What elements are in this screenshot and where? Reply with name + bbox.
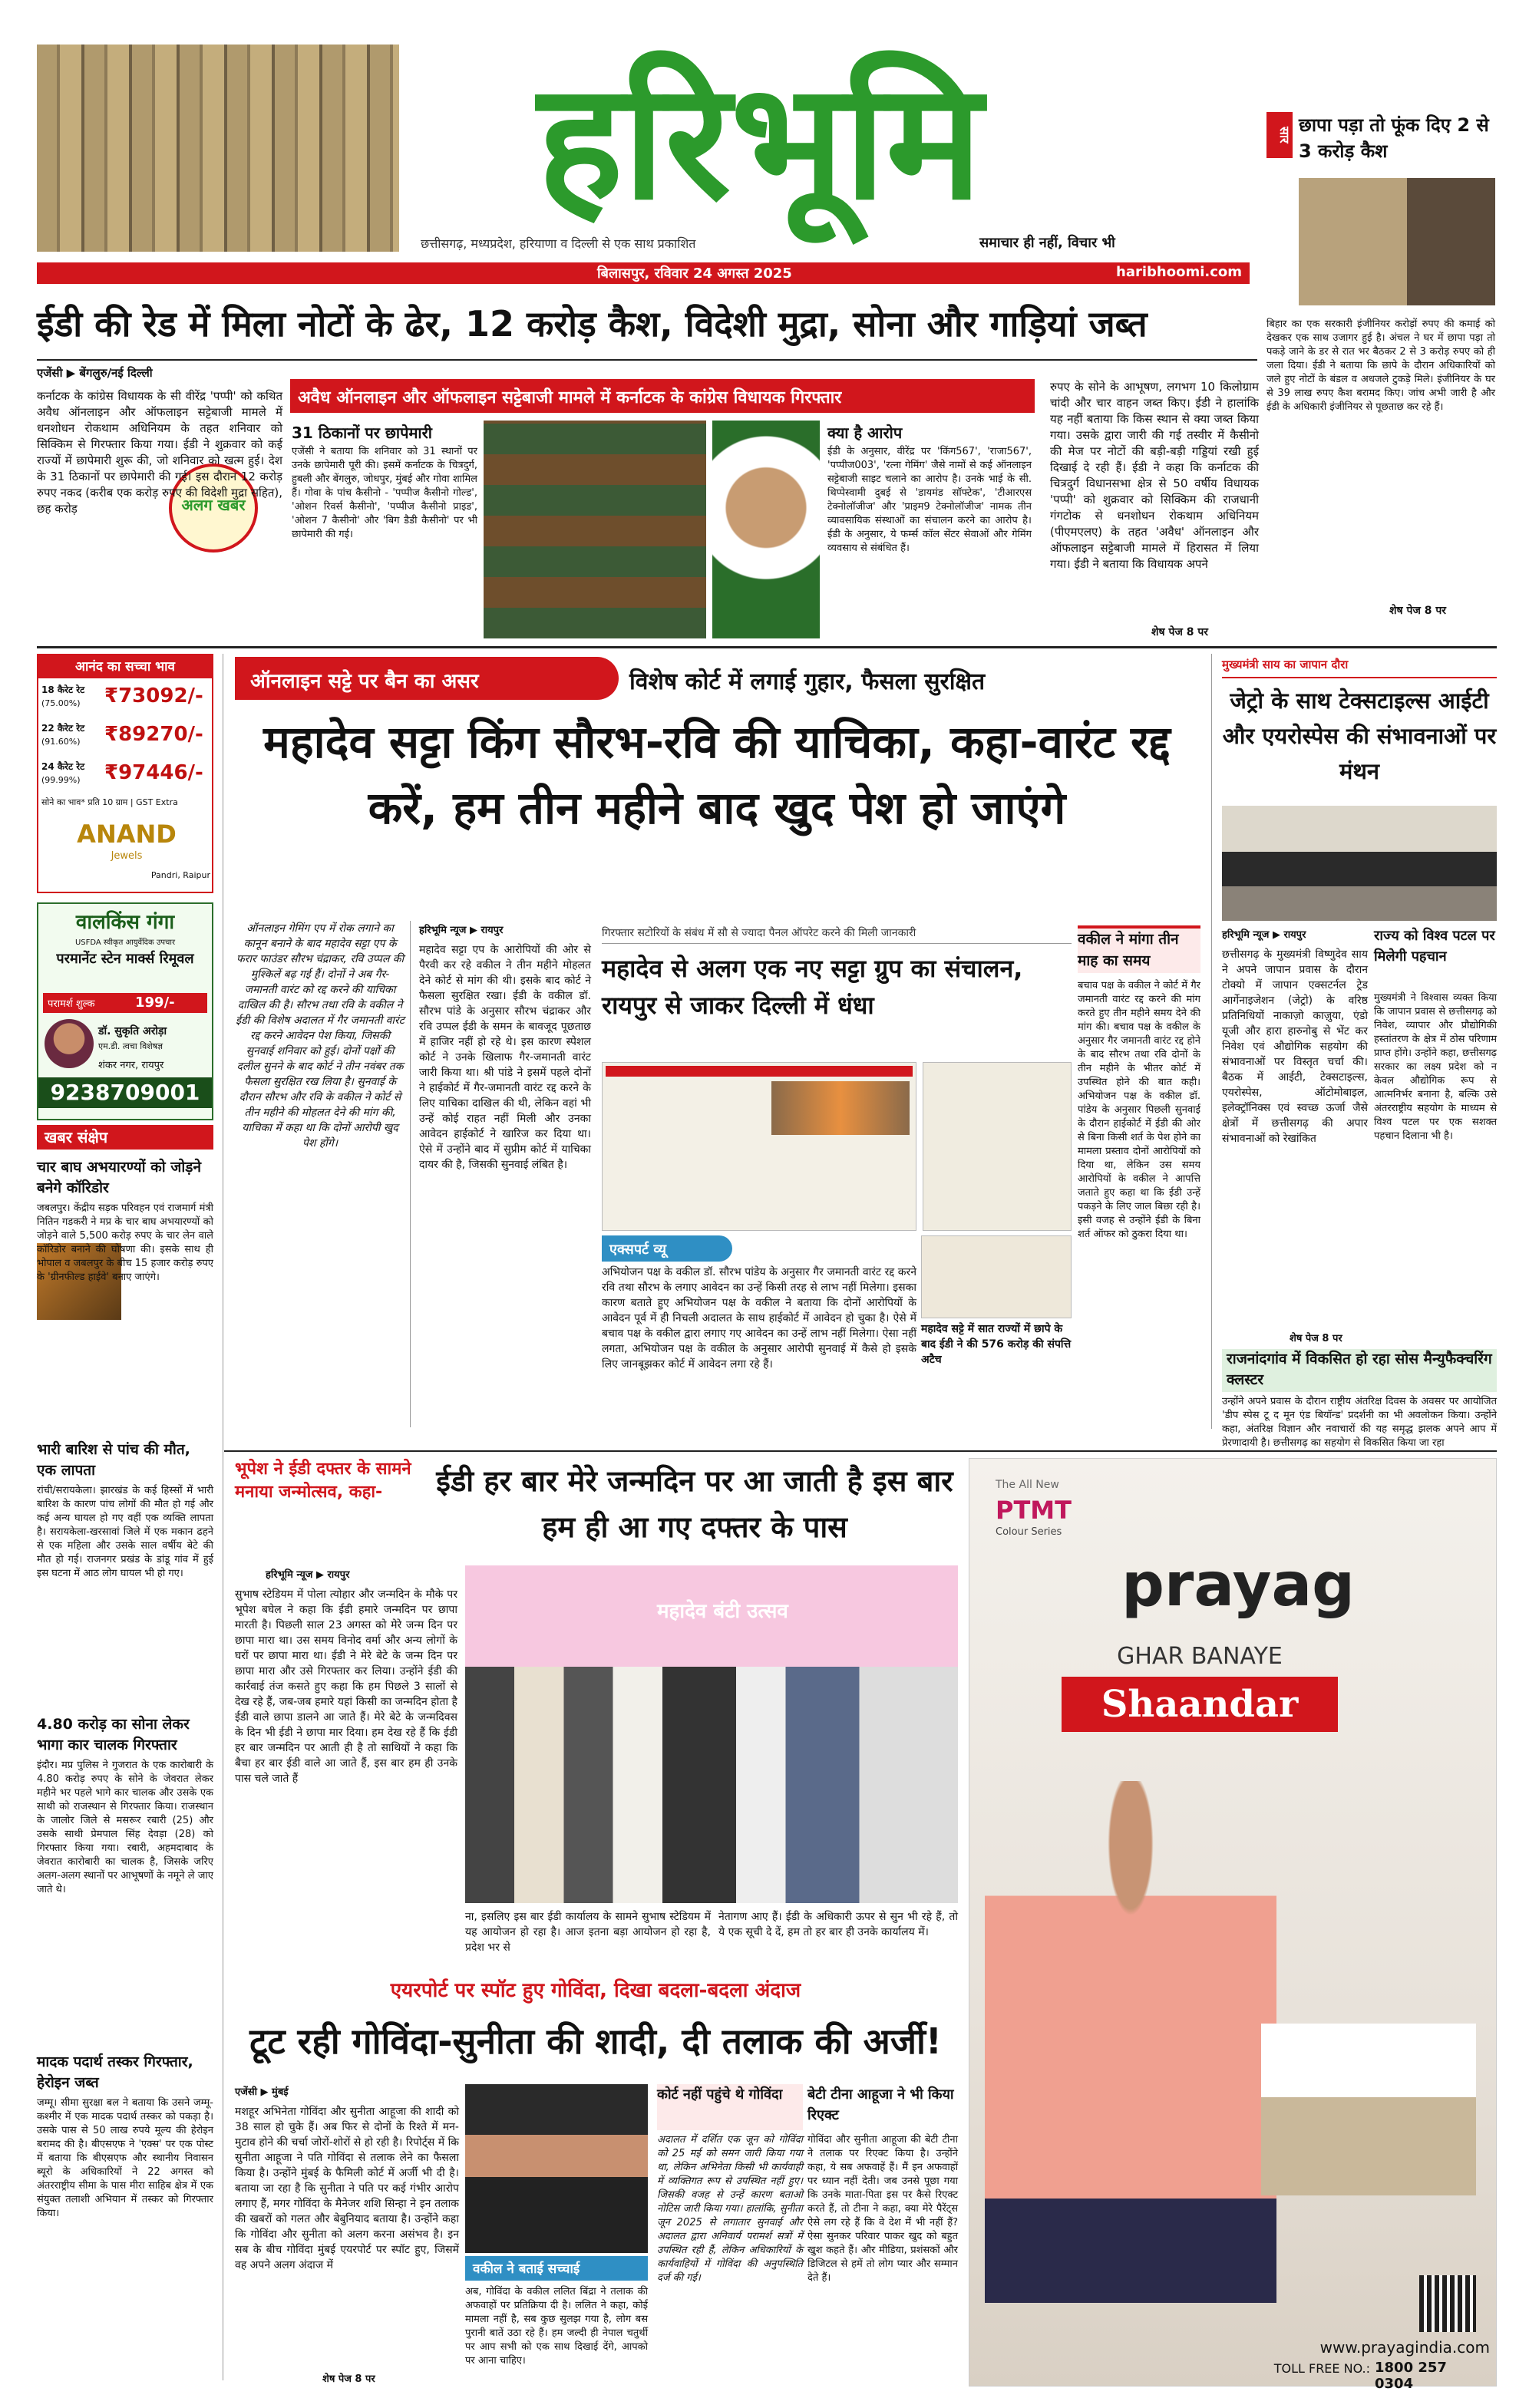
lead-box1-title: 31 ठिकानों पर छापेमारी [292, 424, 432, 442]
masthead-logo[interactable]: हरिभूमि [537, 48, 982, 236]
bhupesh-body: सुभाष स्टेडियम में पोला त्योहार और जन्मदिन के मौके पर भूपेश बघेल ने कहा कि ईडी हमारे जन्मदिन पर छापा मारती है। पिछली साल 23 अगस्त को मेरे जन्म दिन पर छापा मारा था। उस समय विनोद वर्मा और अन्य लोगों के घरों पर छापा मारा था। ईडी ने मेरे बेटे के जन्म दिन पर छापा मारा और उसे गिरफ्तार कर लिया। उन्होंने ईडी की कार्रवाई तंज कसते हुए कहा कि हम पिछले 3 सालों से देख रहे हैं, जब-जब हमारे यहां किसी का जन्मदिन होता है ईडी वाले छापा डालने आ जाते हैं। मेरे बेटे के जन्मदिवस के दिन भी ईडी ने छापा मार दिया। हम देख रहे हैं कि ईडी हर बार जन्मदिन पर आती ही है तो साथियों ने कहा कि बैचा हर बार ईडी वाले आ जाते हैं, इस बार हम ही उनके पास चले जाते हैं [235, 1588, 457, 1785]
mahadev-kicker [235, 657, 619, 700]
ad-website[interactable]: www.prayagindia.com [1319, 2338, 1490, 2357]
mahadev-newspaper-clip [602, 1062, 916, 1231]
govinda-daughter-body: गोविंदा और सुनीता आहूजा की बेटी टीना ने तलाक पर रिएक्ट किया है। उन्होंने कहा, ये सब अफवाहें हैं। मैं इन अफवाहों पर ध्यान नहीं देती। जब उनसे पूछा गया कि उनके माता-पिता इस पर कैसे रिएक्ट करते हैं, तो टीना ने कहा, क्या मेरे पैरेंट्स ऐसे लग रहे हैं कि वे देश में भी नहीं हैं? ऐसा सुनकर परिवार पाकर खुद को बहुत खुश कहते हैं। और मीडिया, प्रशंसकों और डिजिटल से हमें तो लोग प्यार और सम्मान देते हैं। [807, 2134, 958, 2284]
lead-cash-table-photo [484, 421, 706, 638]
clinic-doctor-sub: एम.डी. त्वचा विशेषज्ञ [98, 1041, 163, 1051]
clinic-price: 199/- [135, 995, 175, 1011]
govinda-kicker: एयरपोर्ट पर स्पॉट हुए गोविंदा, दिखा बदला-बदला अंदाज [390, 1979, 801, 2002]
cm-body: छत्तीसगढ़ के मुख्यमंत्री विष्णुदेव साय ने अपने जापान प्रवास के दौरान टोक्यो में जापान एक्सटर्नल ट्रेड आर्गेनाइजेशन (जेट्रो) के वरिष्ठ प्रतिनिधियों नाकाज़ो काज़ुया, एंडो यूजी और हारा हारुनोबु से भेंट कर निवेश एवं औद्योगिक सहयोग की संभावनाओं पर विस्तृत चर्चा की। बैठक में आईटी, टेक्सटाइल्स, एयरोस्पेस, ऑटोमोबाइल, इलेक्ट्रॉनिक्स एवं स्वच्छ ऊर्जा जैसे क्षेत्रों में छत्तीसगढ़ की अपार संभावनाओं को रेखांकित [1222, 948, 1368, 1145]
mahadev-lawyer-head: वकील ने मांगा तीन माह का समय [1078, 925, 1200, 973]
gold-panel [37, 654, 213, 893]
mahadev-ed-note: महादेव सट्टे में सात राज्यों में छापे के बाद ईडी ने की 576 करोड़ की संपत्ति अटैच [921, 1323, 1072, 1366]
masthead-cash-photo [37, 45, 399, 252]
gold-label-22: 22 कैरेट रेट [41, 723, 85, 734]
cm-side-body: मुख्यमंत्री ने विश्वास व्यक्त किया कि जापान प्रवास से छत्तीसगढ़ को निवेश, व्यापार और प्रौद्योगिकी हस्तांतरण के क्षेत्र में ठोस परिणाम प्राप्त होंगे। उन्होंने कहा, छत्तीसगढ़ सरकार का लक्ष्य प्रदेश को न केवल औद्योगिक रूप से आत्मनिर्भर बनाना है, बल्कि उसे अंतरराष्ट्रीय सहयोग के माध्यम से विश्व पटल पर एक सशक्त पहचान दिलाना भी है। [1374, 992, 1497, 1142]
lead-badge-text: अलग खबर [181, 496, 246, 514]
cm-kicker: मुख्यमंत्री साय का जापान दौरा [1222, 657, 1497, 678]
gold-purity-18: (75.00%) [41, 698, 81, 708]
top-right-headline: छापा पड़ा तो फूंक दिए 2 से 3 करोड़ कैश [1299, 114, 1489, 162]
gold-price-24: ₹97446/- [104, 761, 203, 784]
clinic-price-label: परामर्श शुल्क [48, 998, 95, 1010]
clinic-doctor: डॉ. सुकृति अरोड़ा [98, 1025, 167, 1037]
lead-subhead-bar [290, 379, 1035, 413]
top-right-box [1266, 112, 1497, 642]
clinic-title: वालकिंस गंगा [75, 911, 175, 934]
gold-note: सोने का भाव* प्रति 10 ग्राम | GST Extra [41, 797, 178, 807]
govinda-court-body: अदालत में दर्शित एक जून को गोविंदा को 25 मई को समन जारी किया गया था, लेकिन अभिनेता किसी भी कार्यवाही में व्यक्तिगत रूप से उपस्थित नहीं हुए। जिसकी वजह से उन्हें कारण बताओ नोटिस जारी किया गया। हालांकि, सुनीता जून 2025 से लगातार सुनवाई और अदालत द्वारा अनिवार्य परामर्श सत्रों में उपस्थित रही हैं, लेकिन अधिकारियों के कार्यवाहियों में गोविंदा की अनुपस्थिति दर्ज की गई। [657, 2134, 803, 2284]
lead-body-left: कर्नाटक के कांग्रेस विधायक के सी वीरेंद्र 'पप्पी' को कथित अवैध ऑनलाइन और ऑफलाइन सट्टेबाजी मामले में धनशोधन रोकथाम अधिनियम के तहत शनिवार को सिक्किम से गिरफ्तार किया गया। ईडी ने शुक्रवार को कई राज्यों में छापेमारी शुरू की, जो शनिवार को खत्म हुई। देश के 31 ठिकानों पर छापेमारी की गई। इस दौरान 12 करोड़ रुपए नकद (करीब एक करोड़ रुपए की विदेशी मुद्रा सहित), छह करोड़ [37, 389, 282, 516]
cm-rj-body: उन्होंने अपने प्रवास के दौरान राष्ट्रीय अंतरिक्ष दिवस के अवसर पर आयोजित 'डीप स्पेस टू द मून एंड बियॉन्ड' प्रदर्शनी का भी अवलोकन किया। उन्होंने कहा, अंतरिक्ष विज्ञान और नवाचारों की यह समृद्ध झलक अपने आप में प्रेरणादायी है। छत्तीसगढ़ का सहयोग से विकसित किया जा रहा [1222, 1396, 1497, 1449]
gold-row-18 [41, 681, 210, 715]
cm-side-head: राज्य को विश्व पटल पर मिलेगी पहचान [1374, 928, 1495, 965]
lead-more[interactable]: शेष पेज 8 पर [1151, 626, 1208, 638]
gold-brand[interactable]: ANAND [77, 820, 177, 849]
lead-box2-body: ईडी के अनुसार, वीरेंद्र पर 'किंग567', 'राजा567', 'पप्पीज003', 'रत्ना गेमिंग' जैसे नामों से कई ऑनलाइन सट्टेबाजी साइट चलाने का आरोप है। उनके भाई के सी. थिप्पेस्वामी दुबई से 'डायमंड सॉफ्टेक', 'टीआरएस टेक्नोलॉजीज' और 'प्राइम9 टेक्नोलॉजीज' नामक तीन व्यावसायिक संस्थाओं का संचालन करने का आरोप है। ईडी के अनुसार, ये फर्म्स कॉल सेंटर सेवाओं और गेमिंग व्यवसाय से संबंधित हैं। [827, 446, 1032, 554]
govinda-court-head: कोर्ट नहीं पहुंचे थे गोविंदा [657, 2084, 803, 2130]
gold-purity-22: (91.60%) [41, 737, 81, 747]
top-right-label: सार [1266, 112, 1293, 158]
khabar-item-2-body: रांची/सरायकेला। झारखंड के कई हिस्सों में भारी बारिश के कारण पांच लोगों की मौत हो गई और कई अन्य घायल हो गए वहीं एक व्यक्ति लापता है। सरायकेला-खरसावां जिले में एक मकान ढहने से एक महिला और उसके साल वर्षीय बेटे की मौत हो गई। राजनगर प्रखंड के डांडू गांव में हुई इस घटना में आठ लोग घायल भी हो गए। [37, 1485, 213, 1579]
bhupesh-dateline: हरिभूमि न्यूज ▶ रायपुर [266, 1569, 350, 1581]
gold-row-24 [41, 758, 210, 792]
khabar-item-1-body: जबलपुर। केंद्रीय सड़क परिवहन एवं राजमार्ग मंत्री नितिन गडकरी ने मप्र के चार बाघ अभयारण्यों को जोड़ने वाले 5,500 करोड़ रुपए के चार लेन वाले कॉरिडोर बनाने की घोषणा की। इसके साथ ही भोपाल व जबलपुर के बीच 15 हजार करोड़ रुपए के 'ग्रीनफील्ड हाईवे' बनाए जाएंगे। [37, 1202, 213, 1283]
ad-brand: prayag [1121, 1551, 1355, 1620]
mahadev-lawyer-body: बचाव पक्ष के वकील ने कोर्ट में गैर जमानती वारंट रद्द करने की मांग करते हुए तीन महीने समय देने की मांग की। बचाव पक्ष के वकील के अनुसार गैर जमानती वारंट रद्द होने के बाद सौरभ तथा रवि दोनों के तीन महीने के भीतर कोर्ट में उपस्थित होने की बात कही। अभियोजन पक्ष के वकील डॉ. पांडेय के अनुसार पिछली सुनवाई के दौरान हाईकोर्ट में ईडी की ओर से बिना किसी शर्त के पेश होने का मामला प्रस्ताव दोनों आरोपियों को दिया था, लेकिन उस समय आरोपियों के वकील ने आपत्ति जताते हुए कहा था कि ईडी उन्हें पकड़ने के लिए जाल बिछा रही है। इसी वजह से उन्होंने ईडी के बिना शर्त ऑफर को ठुकरा दिया था। [1078, 980, 1200, 1240]
mahadev-kicker2: विशेष कोर्ट में लगाई गुहार, फैसला सुरक्षित [629, 668, 986, 695]
masthead-tagline: छत्तीसगढ़, मध्यप्रदेश, हरियाणा व दिल्ली से एक साथ प्रकाशित [421, 236, 696, 251]
dateline-bar [37, 262, 1250, 284]
clinic-doctor-photo [45, 1019, 94, 1068]
bhupesh-event-photo [465, 1565, 958, 1903]
govinda-photo [465, 2084, 648, 2253]
mahadev-sub-head: महादेव से अलग एक नए सट्टा ग्रुप का संचालन, रायपुर से जाकर दिल्ली में धंधा [602, 954, 1023, 1020]
cm-headline: जेट्रो के साथ टेक्सटाइल्स आईटी और एयरोस्पेस की संभावनाओं पर मंथन [1222, 688, 1497, 784]
mahadev-dateline: हरिभूमि न्यूज ▶ रायपुर [419, 925, 504, 936]
prayag-ad[interactable] [969, 1458, 1497, 2392]
ad-tollfree-label: TOLL FREE NO.: [1273, 2361, 1370, 2376]
ad-qr-code[interactable] [1419, 2275, 1476, 2332]
gold-label-18: 18 कैरेट रेट [41, 684, 85, 695]
govinda-headline: टूट रही गोविंदा-सुनीता की शादी, दी तलाक की अर्जी! [249, 2020, 942, 2062]
mahadev-body: महादेव सट्टा एप के आरोपियों की ओर से पैरवी कर रहे वकील ने तीन महीने मोहलत देने कोर्ट से मांग की थी। इसके बाद कोर्ट ने फैसला सुरक्षित रखा। ईडी के वकील डॉ. सौरभ पांडे के अनुसार सौरभ चंद्राकर और रवि उप्पल ईडी के समन के बावजूद पूछताछ में हाजिर नहीं हो रहे थे। इस कारण स्पेशल कोर्ट ने उनके खिलाफ गैर-जमानती वारंट जारी किया था। श्री पांडे ने इसमें पहले दोनों ने हाईकोर्ट में गैर-जमानती वारंट रद्द करने के लिए याचिका दाखिल की थी, लेकिन वहां भी उन्हें कोई राहत नहीं मिली और उनका आवेदन हाईकोर्ट ने खारिज कर दिया था। ऐसे में उन्होंने बाद में सुप्रीम कोर्ट में याचिका दायर की है, जिसकी सुनवाई लंबित है। [419, 944, 591, 1171]
gold-purity-24: (99.99%) [41, 775, 81, 785]
ad-series: PTMT [996, 1496, 1072, 1525]
top-right-more[interactable]: शेष पेज 8 पर [1389, 605, 1446, 617]
gold-price-22: ₹89270/- [104, 723, 203, 746]
khabar-item-2-head: भारी बारिश से पांच की मौत, एक लापता [37, 1441, 190, 1479]
clinic-offer: परमानेंट स्टेन मार्क्स रिमूवल [56, 951, 194, 967]
ad-tagline2: Shaandar [1101, 1683, 1299, 1726]
dateline-date: बिलासपुर, रविवार 24 अगस्त 2025 [597, 266, 792, 282]
ad-tollfree[interactable]: 1800 257 0304 [1375, 2360, 1447, 2392]
govinda-more[interactable]: शेष पेज 8 पर [322, 2373, 375, 2385]
lead-mla-photo [712, 421, 820, 638]
ad-series-small: The All New [996, 1479, 1059, 1491]
gold-price-18: ₹73092/- [104, 684, 203, 708]
ad-model [985, 1781, 1276, 2303]
clinic-phone[interactable]: 9238709001 [38, 1077, 212, 1108]
mahadev-expert-label: एक्सपर्ट व्यू [602, 1235, 732, 1262]
mahadev-headline: महादेव सट्टा किंग सौरभ-रवि की याचिका, कहा-वारंट रद्द करें, हम तीन महीने बाद खुद पेश हो जाएंगे [263, 716, 1171, 834]
top-right-photo [1299, 178, 1495, 305]
clip-group-photo [771, 1081, 910, 1135]
gold-row-22 [41, 720, 210, 754]
gold-label-24: 24 कैरेट रेट [41, 761, 85, 772]
mahadev-kicker-text: ऑनलाइन सट्टे पर बैन का असर [250, 670, 479, 693]
bhupesh-body2: ना, इसलिए इस बार ईडी कार्यालय के सामने सुभाष स्टेडियम में यह आयोजन हो रहा है। आज इतना बड़ा आयोजन हो रहा है, प्रदेश भर से [465, 1911, 711, 1954]
masthead-slogan: समाचार ही नहीं, विचार भी [979, 235, 1115, 251]
ad-tagline1: GHAR BANAYE [1117, 1643, 1283, 1670]
clinic-address: शंकर नगर, रायपुर [98, 1060, 164, 1071]
govinda-daughter-head: बेटी टीना आहूजा ने भी किया रिएक्ट [807, 2086, 954, 2123]
clinic-price-bar [43, 993, 207, 1013]
govinda-body: मशहूर अभिनेता गोविंदा और सुनीता आहूजा की शादी को 38 साल हो चुके हैं। अब फिर से दोनों के रिश्ते में मन-मुटाव होने की चर्चा जोरों-शोरों से हो रही है। रिपोर्ट्स में कि सुनीता आहूजा ने पति गोविंदा से तलाक लेने का फैसला किया है। उन्होंने मुंबई के फैमिली कोर्ट में अर्जी भी दी है। बताया जा रहा है कि सुनीता ने पति पर कई गंभीर आरोप लगाए हैं, मगर गोविंदा के मैनेजर शशि सिन्हा ने इन तलाक की खबरों को गलत और बेबुनियाद बताया है। उन्होंने कहा कि गोविंदा और सुनीता को अलग करना असंभव है। इन सब के बीच गोविंदा मुंबई एयरपोर्ट पर स्पॉट हुए, जिसमें वह अपने अलग अंदाज में [235, 2106, 459, 2271]
khabar-item-3-body: इंदौर। मप्र पुलिस ने गुजरात के एक कारोबारी के 4.80 करोड़ रुपए के सोने के जेवरात लेकर महीने भर पहले भागे कार चालक और उसके एक साथी को राजस्थान से गिरफ्तार किया। राजस्थान के जालोर जिले से मसरूर रबारी (25) और उसके साथी प्रेमपाल सिंह देवड़ा (28) को गिरफ्तार किया गया। रबारी, अहमदाबाद के जेवरात कारोबारी का चालक है, जिसके जरिए अलग-अलग स्थानों पर आभूषणों के नमूने ले जाए जाते थे। [37, 1760, 213, 1895]
bhupesh-headline: ईडी हर बार मेरे जन्मदिन पर आ जाती है इस बार हम ही आ गए दफ्तर के पास [436, 1464, 953, 1544]
khabar-item-1-head: चार बाघ अभयारण्यों को जोड़ने बनेगे कॉरिडोर [37, 1159, 202, 1196]
bhupesh-body3: नेतागण आए हैं। ईडी के अधिकारी ऊपर से सुन भी रहे हैं, तो ये एक सूची दे दें, हम तो हर बार ही उनके कार्यालय में। [718, 1911, 958, 1938]
lead-subhead: अवैध ऑनलाइन और ऑफलाइन सट्टेबाजी मामले में कर्नाटक के कांग्रेस विधायक गिरफ्तार [298, 388, 842, 407]
cm-rj-head: राजनांदगांव में विकसित हो रहा सोस मैन्युफैक्चरिंग क्लस्टर [1222, 1349, 1497, 1392]
khabar-item-3-head: 4.80 करोड़ का सोना लेकर भागा कार चालक गिरफ्तार [37, 1716, 190, 1753]
mahadev-sub-kicker: गिरफ्तार सटोरियों के संबंध में सौ से ज्यादा पैनल ऑपरेट करने की मिली जानकारी [602, 925, 1072, 944]
cm-dateline: हरिभूमि न्यूज ▶ रायपुर [1222, 929, 1306, 941]
lead-body-right: रुपए के सोने के आभूषण, लगभग 10 किलोग्राम चांदी और चार वाहन जब्त किए। ईडी ने हालांकि यह नहीं बताया कि किस स्थान से क्या जब्त किया गया। उसके द्वारा जारी की गई तस्वीर में कैसीनो की मेज पर नोटों की बड़ी-बड़ी गड्डियां रखी हुई दिखाई दे रही हैं। ईडी ने कहा कि कर्नाटक की चित्रदुर्ग विधानसभा क्षेत्र से 50 वर्षीय विधायक 'पप्पी' को शुक्रवार को सिक्किम की राजधानी गंगटोक से धनशोधन रोकथाम अधिनियम (पीएमएलए) के तहत 'अवैध' ऑनलाइन और ऑफलाइन सट्टेबाजी मामले में हिरासत में लिया गया। ईडी ने बताया कि विधायक अपने [1050, 380, 1259, 571]
mahadev-expert-body: अभियोजन पक्ष के वकील डॉ. सौरभ पांडेय के अनुसार गैर जमानती वारंट रद्द करने रवि तथा सौरभ के लगाए आवेदन का उन्हें किसी तरह से लाभ नहीं मिलेगा। इसका कारण बताते हुए अभियोजन पक्ष के वकील ने बताया कि दोनों आरोपियों के आवेदन पूर्व में ही निचली अदालत के साथ हाईकोर्ट में आवेदन हो चुका है। ऐसे में बचाव पक्ष के वकील द्वारा लगाए गए आवेदन का उन्हें लाभ नहीं मिलेगा। ऐसा नहीं लगता, अभियोजन पक्ष के वकील के अनुसार आरोपी सुनवाई में कैसे हो इसके लिए जानबूझकर कोर्ट में आवेदन लगा रहे हैं। [602, 1266, 916, 1371]
khabar-item-4-body: जम्मू। सीमा सुरक्षा बल ने बताया कि उसने जम्मू-कश्मीर में एक मादक पदार्थ तस्कर को पकड़ा है। उसके पास से 50 लाख रुपये मूल्य की हेरोइन बरामद की है। बीएसएफ ने 'एक्स' पर एक पोस्ट में बताया कि बीएसएफ और स्थानीय निवासन ब्यूरो के अधिकारियों ने 22 अगस्त को अंतरराष्ट्रीय सीमा के पास मीरा साहिब क्षेत्र में एक संयुक्त तलाशी अभियान में तस्कर को गिरफ्तार किया। [37, 2097, 213, 2219]
govinda-lawyer-body: अब, गोविंदा के वकील ललित बिंद्रा ने तलाक की अफवाहों पर प्रतिक्रिया दी है। ललित ने कहा, कोई मामला नहीं है, सब कुछ सुलझ गया है, लोग बस पुरानी बातें उठा रहे हैं। हम जल्दी ही नेपाल चतुर्थी पर आप सभी को एक साथ दिखाई देंगे, आपको पर आना चाहिए। [465, 2286, 648, 2367]
ad-series-sub: Colour Series [996, 1526, 1062, 1538]
gold-brand-loc: Pandri, Raipur [150, 870, 210, 880]
cm-more[interactable]: शेष पेज 8 पर [1290, 1333, 1342, 1344]
clinic-sub: USFDA स्वीकृत आयुर्वेदिक उपचार [74, 938, 176, 947]
bhupesh-kicker: भूपेश ने ईडी दफ्तर के सामने मनाया जन्मोत्सव, कहा- [235, 1460, 411, 1502]
mahadev-ed-clip [921, 1235, 1072, 1318]
cm-meeting-photo [1222, 806, 1497, 921]
top-right-body: बिहार का एक सरकारी इंजीनियर करोड़ों रुपए की कमाई को देखकर एक साथ उजागर हुई है। अंचल ने घर में छापा पड़ा तो पकड़े जाने के डर से रात भर बैठकर 2 से 3 करोड़ रुपए को ही जला दिया। ईडी ने बताया कि छापे के दौरान अधिकारियों को जले हुए नोटों के बंडल व अधजले टुकड़े मिले। इंजीनियर के घर से 39 लाख रुपए कैश बरामद किए। जांच अभी जारी है और ईडी के अधिकारी इंजीनियर से पूछताछ कर रहे हैं। [1266, 318, 1495, 413]
mahadev-clip-2 [923, 1062, 1072, 1231]
govinda-dateline: एजेंसी ▶ मुंबई [235, 2086, 289, 2098]
gold-title: आनंद का सच्चा भाव [38, 655, 212, 678]
govinda-lawyer-cap: वकील ने बताई सच्चाई [465, 2256, 648, 2281]
ad-tagline2-bg [1062, 1677, 1338, 1732]
mahadev-intro: ऑनलाइन गेमिंग एप में रोक लगाने का कानून बनाने के बाद महादेव सट्टा एप के फरार फाउंडर सौरभ चंद्राकर, रवि उप्पल की मुश्किलें बढ़ गई हैं। दोनों ने अब गैर-जमानती वारंट को रद्द करने की याचिका दाखिल की है। सौरभ तथा रवि के वकील ने ईडी की विशेष अदालत में गैर जमानती वारंट रद्द करने आवेदन पेश किया, जिसकी सुनवाई शनिवार को हुई। दोनों पक्षों की दलील सुनने के बाद कोर्ट ने तीन नवंबर तक फैसला सुरक्षित रख लिया है। सुनवाई के दौरान सौरभ और रवि के वकील ने कोर्ट से तीन महीने की मोहलत देने की मांग की, याचिका में कहा था कि दोनों आरोपी खुद पेश होंगे। [236, 922, 405, 1150]
gold-brand-sub: Jewels [111, 850, 143, 862]
khabar-title: खबर संक्षेप [37, 1125, 213, 1150]
lead-headline: ईडी की रेड में मिला नोटों के ढेर, 12 करोड़ कैश, विदेशी मुद्रा, सोना और गाड़ियां जब्त [37, 303, 1148, 345]
dateline-website[interactable]: haribhoomi.com [1116, 264, 1242, 280]
bhupesh-banner: महादेव बंटी उत्सव [657, 1600, 788, 1623]
lead-box2-title: क्या है आरोप [827, 424, 903, 442]
khabar-item-4-head: मादक पदार्थ तस्कर गिरफ्तार, हेरोइन जब्त [37, 2053, 193, 2091]
lead-dateline: एजेंसी ▶ बेंगलुरु/नई दिल्ली [37, 366, 153, 380]
lead-box1-body: एजेंसी ने बताया कि शनिवार को 31 स्थानों पर उनके छापेमारी पूरी की। इसमें कर्नाटक के चित्रदुर्ग, हुबली और बेंगलुरु, जोधपुर, मुंबई और गोवा शामिल हैं। गोवा के पांच कैसीनो - 'पप्पीज कैसीनो गोल्ड', 'ओशन रिवर्स कैसीनो', 'पप्पीज कैसीनो प्राइड', 'ओशन 7 कैसीनो' और 'बिग डैडी कैसीनो' पर भी छापेमारी की गई। [292, 446, 477, 540]
clinic-ad[interactable] [37, 902, 213, 1120]
ad-basin [1261, 1950, 1476, 2195]
clip-red-bar [606, 1066, 913, 1077]
